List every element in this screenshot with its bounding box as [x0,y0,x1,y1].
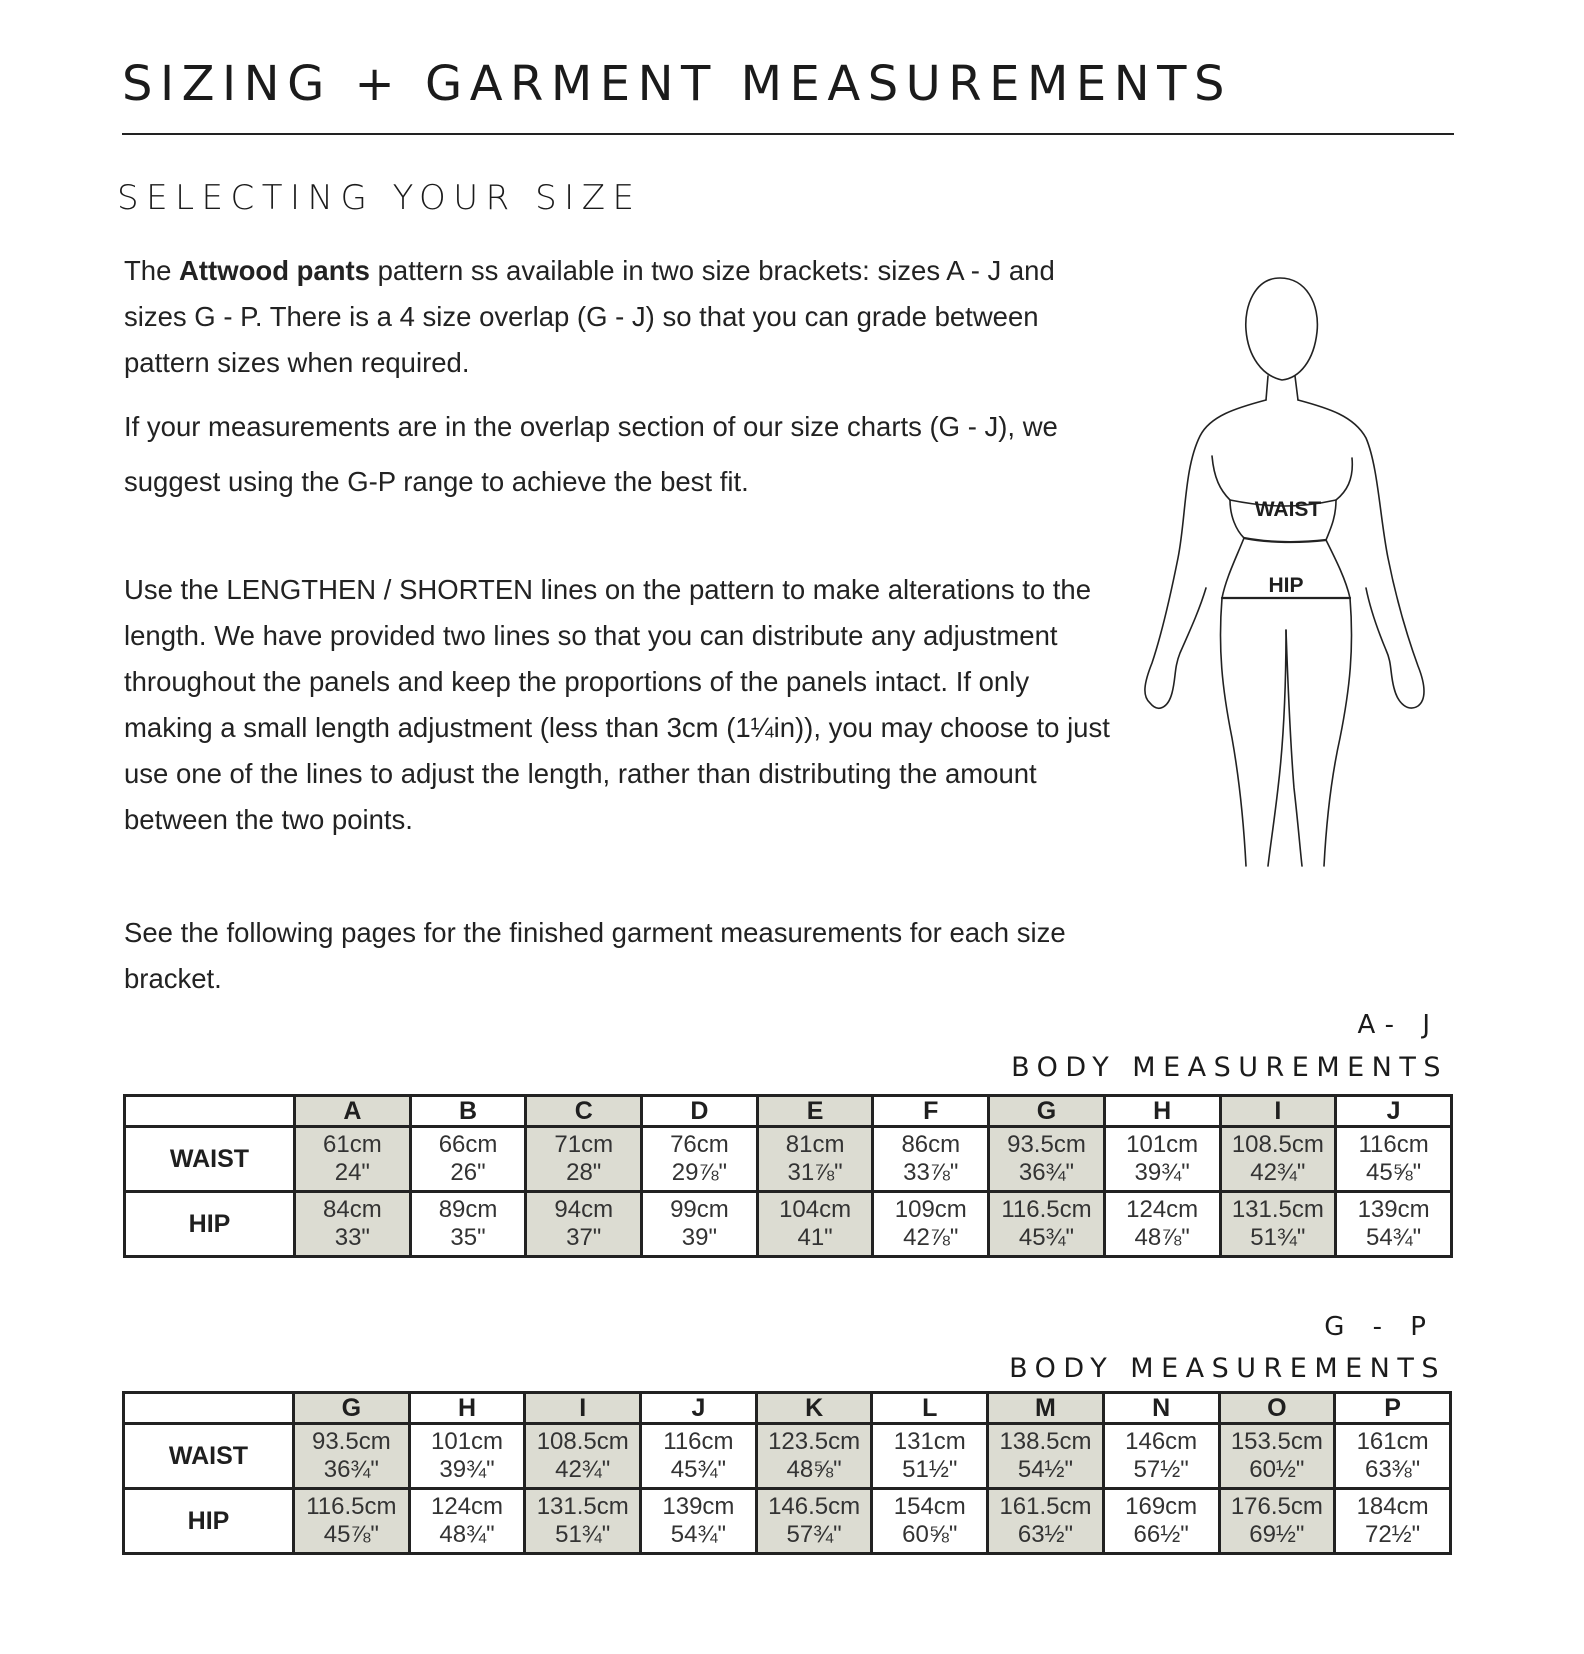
imperial-value: 51¾" [555,1521,611,1548]
size-header-o: O [1219,1393,1335,1424]
measurement-cell [294,1424,410,1489]
imperial-value: 63½" [1017,1521,1074,1548]
measurement-cell [409,1424,525,1489]
following-pages-paragraph: See the following pages for the finished garment measurements for each size bracket. [124,917,1066,994]
metric-value: 108.5cm [536,1428,629,1455]
imperial-value: 36¾" [1018,1159,1075,1186]
measurement-cell [1219,1489,1335,1554]
measurement-cell [756,1424,872,1489]
imperial-value: 35" [450,1224,486,1251]
metric-value: 116cm [1358,1131,1429,1158]
metric-value: 184cm [1356,1493,1429,1520]
imperial-value: 24" [334,1159,370,1186]
size-header-a: A [295,1096,411,1127]
intro-prefix: The [124,255,180,286]
imperial-value: 54¾" [1365,1224,1422,1251]
measurement-cell [872,1424,988,1489]
metric-value: 109cm [894,1196,967,1223]
metric-value: 153.5cm [1230,1428,1323,1455]
corner-cell [125,1096,295,1127]
left-arm-outline [1145,400,1266,708]
metric-value: 61cm [323,1131,382,1158]
metric-value: 116.5cm [306,1493,397,1520]
imperial-value: 69½" [1249,1521,1305,1548]
imperial-value: 60½" [1249,1456,1305,1483]
imperial-value: 33⅞" [903,1159,959,1186]
size-header-f: F [873,1096,989,1127]
metric-value: 123.5cm [768,1428,861,1455]
measurement-cell [757,1192,873,1257]
metric-value: 161.5cm [999,1493,1092,1520]
metric-value: 139cm [1357,1196,1430,1223]
measurement-cell [525,1489,641,1554]
metric-value: 146cm [1125,1428,1198,1455]
size-header-b: B [410,1096,526,1127]
measurement-cell [1104,1192,1220,1257]
measurement-cell [1103,1424,1219,1489]
bust-outline [1212,456,1352,500]
measurement-cell [642,1192,758,1257]
size-header-j: J [641,1393,757,1424]
metric-value: 176.5cm [1230,1493,1323,1520]
lengthen-paragraph: Use the LENGTHEN / SHORTEN lines on the pattern to make alterations to the length. We have provided two lines so that you can distribute any adjustment throughout the panels and keep the proportions of the panels intact. If only making a small length adjustment (less than 3cm (1¼in)), you may choose to just use one of the lines to adjust the length, rather than distributing the amount between the two points. [124,574,1110,835]
table-row [124,1489,1451,1554]
measurement-cell [295,1127,411,1192]
imperial-value: 60⅝" [902,1521,958,1548]
head-outline [1246,278,1318,380]
right-leg-outer [1324,598,1352,866]
metric-value: 71cm [554,1131,614,1158]
waist-figure-label: WAIST [1254,498,1322,521]
measurement-cell [642,1127,758,1192]
measurement-cell [989,1127,1105,1192]
metric-value: 76cm [670,1131,729,1158]
imperial-value: 48⅞" [1134,1224,1190,1251]
measurement-cell [409,1489,525,1554]
pattern-name: Attwood pants [179,255,370,286]
size-header-row [124,1393,1451,1424]
metric-value: 146.5cm [768,1493,861,1520]
imperial-value: 39¾" [439,1456,495,1483]
metric-value: 124cm [1126,1196,1199,1223]
measurement-cell [410,1192,526,1257]
imperial-value: 66½" [1133,1521,1189,1548]
measurement-cell [1103,1489,1219,1554]
imperial-value: 29⅞" [671,1159,728,1186]
measurement-cell [526,1127,642,1192]
right-torso-outline [1326,500,1350,598]
corner-cell [124,1393,294,1424]
imperial-value: 39" [681,1224,718,1251]
size-table-gp [122,1391,1452,1555]
page-title: SIZING + GARMENT MEASUREMENTS [122,56,1232,112]
imperial-value: 57½" [1133,1456,1189,1483]
measurement-cell [1336,1192,1452,1257]
imperial-value: 45¾" [670,1456,727,1483]
imperial-value: 63⅜" [1364,1456,1421,1483]
imperial-value: 36¾" [323,1456,379,1483]
size-header-p: P [1335,1393,1451,1424]
imperial-value: 42¾" [555,1456,611,1483]
metric-value: 94cm [554,1196,614,1223]
overlap-paragraph: If your measurements are in the overlap section of our size charts (G - J), we suggest using the G-P range to achieve the best fit. [124,411,1058,497]
measurement-cell [1335,1489,1451,1554]
metric-value: 99cm [670,1196,729,1223]
imperial-value: 51¾" [1250,1224,1306,1251]
imperial-value: 45⅞" [323,1521,379,1548]
left-torso-outline [1222,500,1244,598]
metric-value: 169cm [1125,1493,1198,1520]
metric-value: 131.5cm [1231,1196,1324,1223]
title-divider [122,133,1454,135]
measurement-cell [873,1192,989,1257]
measurement-cell [1104,1127,1220,1192]
section-heading: SELECTING YOUR SIZE [117,178,642,218]
size-header-m: M [988,1393,1104,1424]
imperial-value: 37" [566,1224,602,1251]
size-header-c: C [526,1096,642,1127]
measurement-cell [641,1424,757,1489]
imperial-value: 45⅝" [1365,1159,1422,1186]
imperial-value: 39¾" [1134,1159,1190,1186]
metric-value: 66cm [438,1131,498,1158]
right-arm-outline [1298,400,1424,708]
measurement-cell [988,1489,1104,1554]
row-label-hip: HIP [125,1192,295,1257]
size-header-g: G [294,1393,410,1424]
size-header-i: I [1220,1096,1336,1127]
metric-value: 131.5cm [536,1493,629,1520]
measurement-cell [756,1489,872,1554]
size-header-e: E [757,1096,873,1127]
metric-value: 161cm [1356,1428,1429,1455]
metric-value: 86cm [901,1131,961,1158]
left-leg-inner [1268,630,1286,866]
measurement-cell [1220,1127,1336,1192]
size-header-l: L [872,1393,988,1424]
size-header-h: H [409,1393,525,1424]
table-row [124,1424,1451,1489]
imperial-value: 42¾" [1250,1159,1306,1186]
measurement-cell [1336,1127,1452,1192]
imperial-value: 42⅞" [903,1224,959,1251]
imperial-value: 41" [797,1224,833,1251]
imperial-value: 57¾" [786,1521,842,1548]
metric-value: 84cm [323,1196,382,1223]
measurement-cell [410,1127,526,1192]
measurement-cell [525,1424,641,1489]
size-header-row [125,1096,1452,1127]
metric-value: 101cm [431,1428,504,1455]
size-header-d: D [642,1096,758,1127]
metric-value: 104cm [779,1196,852,1223]
imperial-value: 54¾" [670,1521,727,1548]
metric-value: 116cm [663,1428,734,1455]
imperial-value: 48¾" [439,1521,495,1548]
measurement-cell [641,1489,757,1554]
table-row [125,1127,1452,1192]
metric-value: 131cm [893,1428,966,1455]
imperial-value: 28" [566,1159,602,1186]
imperial-value: 72½" [1364,1521,1421,1548]
waist-line [1244,538,1326,542]
imperial-value: 54½" [1017,1456,1074,1483]
measurement-cell [294,1489,410,1554]
row-label-waist: WAIST [125,1127,295,1192]
size-header-h: H [1104,1096,1220,1127]
left-leg-outer [1220,598,1246,866]
metric-value: 89cm [438,1196,498,1223]
measurement-cell [757,1127,873,1192]
bracket-label-aj: A- J [1357,1010,1440,1040]
row-label-waist: WAIST [124,1424,294,1489]
hip-figure-label: HIP [1268,574,1304,597]
imperial-value: 31⅞" [787,1159,843,1186]
metric-value: 154cm [893,1493,966,1520]
imperial-value: 45¾" [1018,1224,1075,1251]
metric-value: 116.5cm [1001,1196,1092,1223]
measurement-cell [1335,1424,1451,1489]
size-header-i: I [525,1393,641,1424]
imperial-value: 26" [450,1159,486,1186]
size-table-aj [123,1094,1453,1258]
right-leg-inner [1286,630,1302,866]
size-header-j: J [1336,1096,1452,1127]
metric-value: 139cm [662,1493,735,1520]
bracket-label-gp: G - P [1324,1312,1436,1342]
metric-value: 108.5cm [1231,1131,1324,1158]
measurement-cell [526,1192,642,1257]
measurement-cell [295,1192,411,1257]
measurement-cell [988,1424,1104,1489]
intro-rest: pattern ss available in two size brackets: sizes A - J and sizes G - P. There is a 4 size overlap (G - J) so that you can grade between pattern sizes when required. [124,255,1055,378]
measurement-cell [1220,1192,1336,1257]
imperial-value: 48⅝" [786,1456,842,1483]
metric-value: 124cm [431,1493,504,1520]
metric-value: 138.5cm [999,1428,1092,1455]
size-header-n: N [1103,1393,1219,1424]
table-subtitle-gp: BODY MEASUREMENTS [1009,1353,1446,1384]
intro-paragraph [124,248,1124,386]
measurement-cell [1219,1424,1335,1489]
table-row [125,1192,1452,1257]
metric-value: 81cm [785,1131,845,1158]
size-header-g: G [989,1096,1105,1127]
row-label-hip: HIP [124,1489,294,1554]
metric-value: 93.5cm [311,1428,391,1455]
table-subtitle-aj: BODY MEASUREMENTS [1011,1052,1448,1083]
measurement-cell [872,1489,988,1554]
metric-value: 93.5cm [1007,1131,1086,1158]
size-header-k: K [756,1393,872,1424]
body-figure-illustration [1140,268,1460,883]
imperial-value: 51½" [902,1456,958,1483]
imperial-value: 33" [334,1224,370,1251]
measurement-cell [989,1192,1105,1257]
metric-value: 101cm [1126,1131,1199,1158]
measurement-cell [873,1127,989,1192]
